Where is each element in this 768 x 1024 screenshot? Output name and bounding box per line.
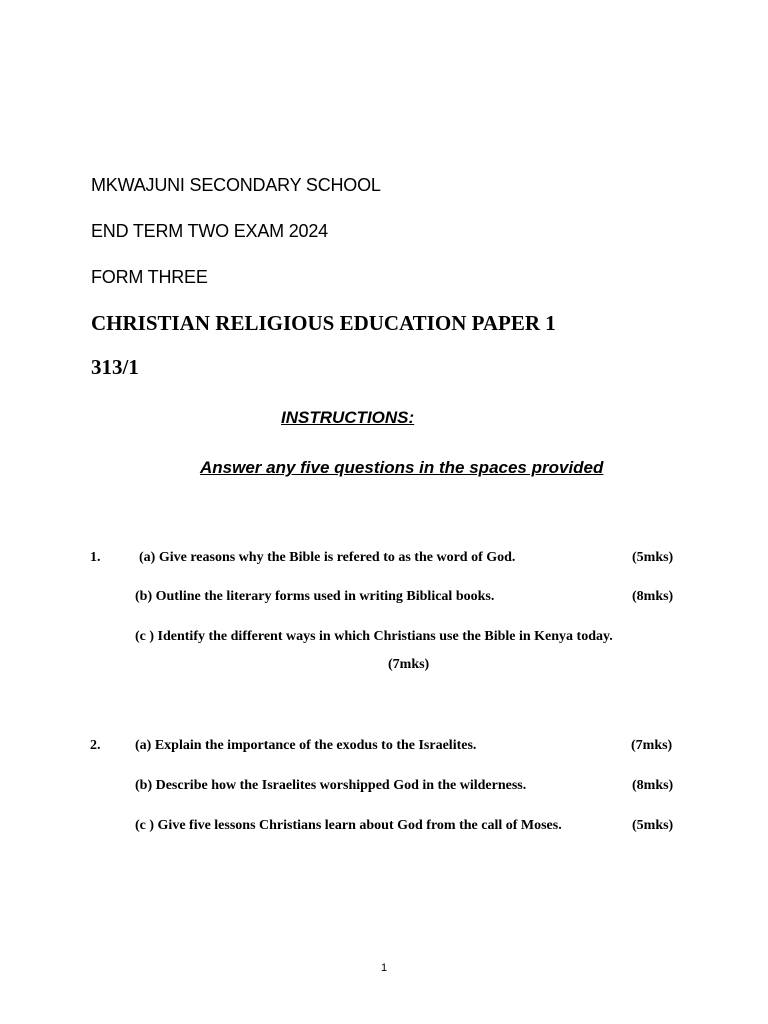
subject-title: CHRISTIAN RELIGIOUS EDUCATION PAPER 1: [91, 311, 556, 335]
page-number: 1: [381, 962, 388, 974]
question-part-marks: (7mks): [388, 657, 430, 672]
question-part-text: (c ) Identify the different ways in which Christians use the Bible in Kenya today.: [135, 629, 613, 644]
question-part-marks: (8mks): [632, 778, 674, 793]
question-part-text: (b) Describe how the Israelites worshipped God in the wilderness.: [135, 778, 527, 793]
form-level: FORM THREE: [91, 267, 208, 287]
question-part-text: (b) Outline the literary forms used in writing Biblical books.: [135, 589, 495, 604]
question-number: 2.: [90, 738, 101, 753]
question-part-marks: (5mks): [632, 550, 674, 565]
school-name: MKWAJUNI SECONDARY SCHOOL: [91, 175, 381, 195]
instructions-text: Answer any five questions in the spaces provided: [200, 458, 604, 477]
question-part-marks: (8mks): [632, 589, 674, 604]
question-part-text: (c ) Give five lessons Christians learn about God from the call of Moses.: [135, 818, 562, 833]
paper-code: 313/1: [91, 355, 139, 379]
question-part-marks: (7mks): [631, 738, 673, 753]
question-part-text: (a) Explain the importance of the exodus to the Israelites.: [135, 738, 477, 753]
question-part-text: (a) Give reasons why the Bible is refered to as the word of God.: [139, 550, 516, 565]
exam-title: END TERM TWO EXAM 2024: [91, 221, 328, 241]
question-part-marks: (5mks): [632, 818, 674, 833]
instructions-heading: INSTRUCTIONS:: [281, 408, 415, 427]
question-number: 1.: [90, 550, 101, 565]
